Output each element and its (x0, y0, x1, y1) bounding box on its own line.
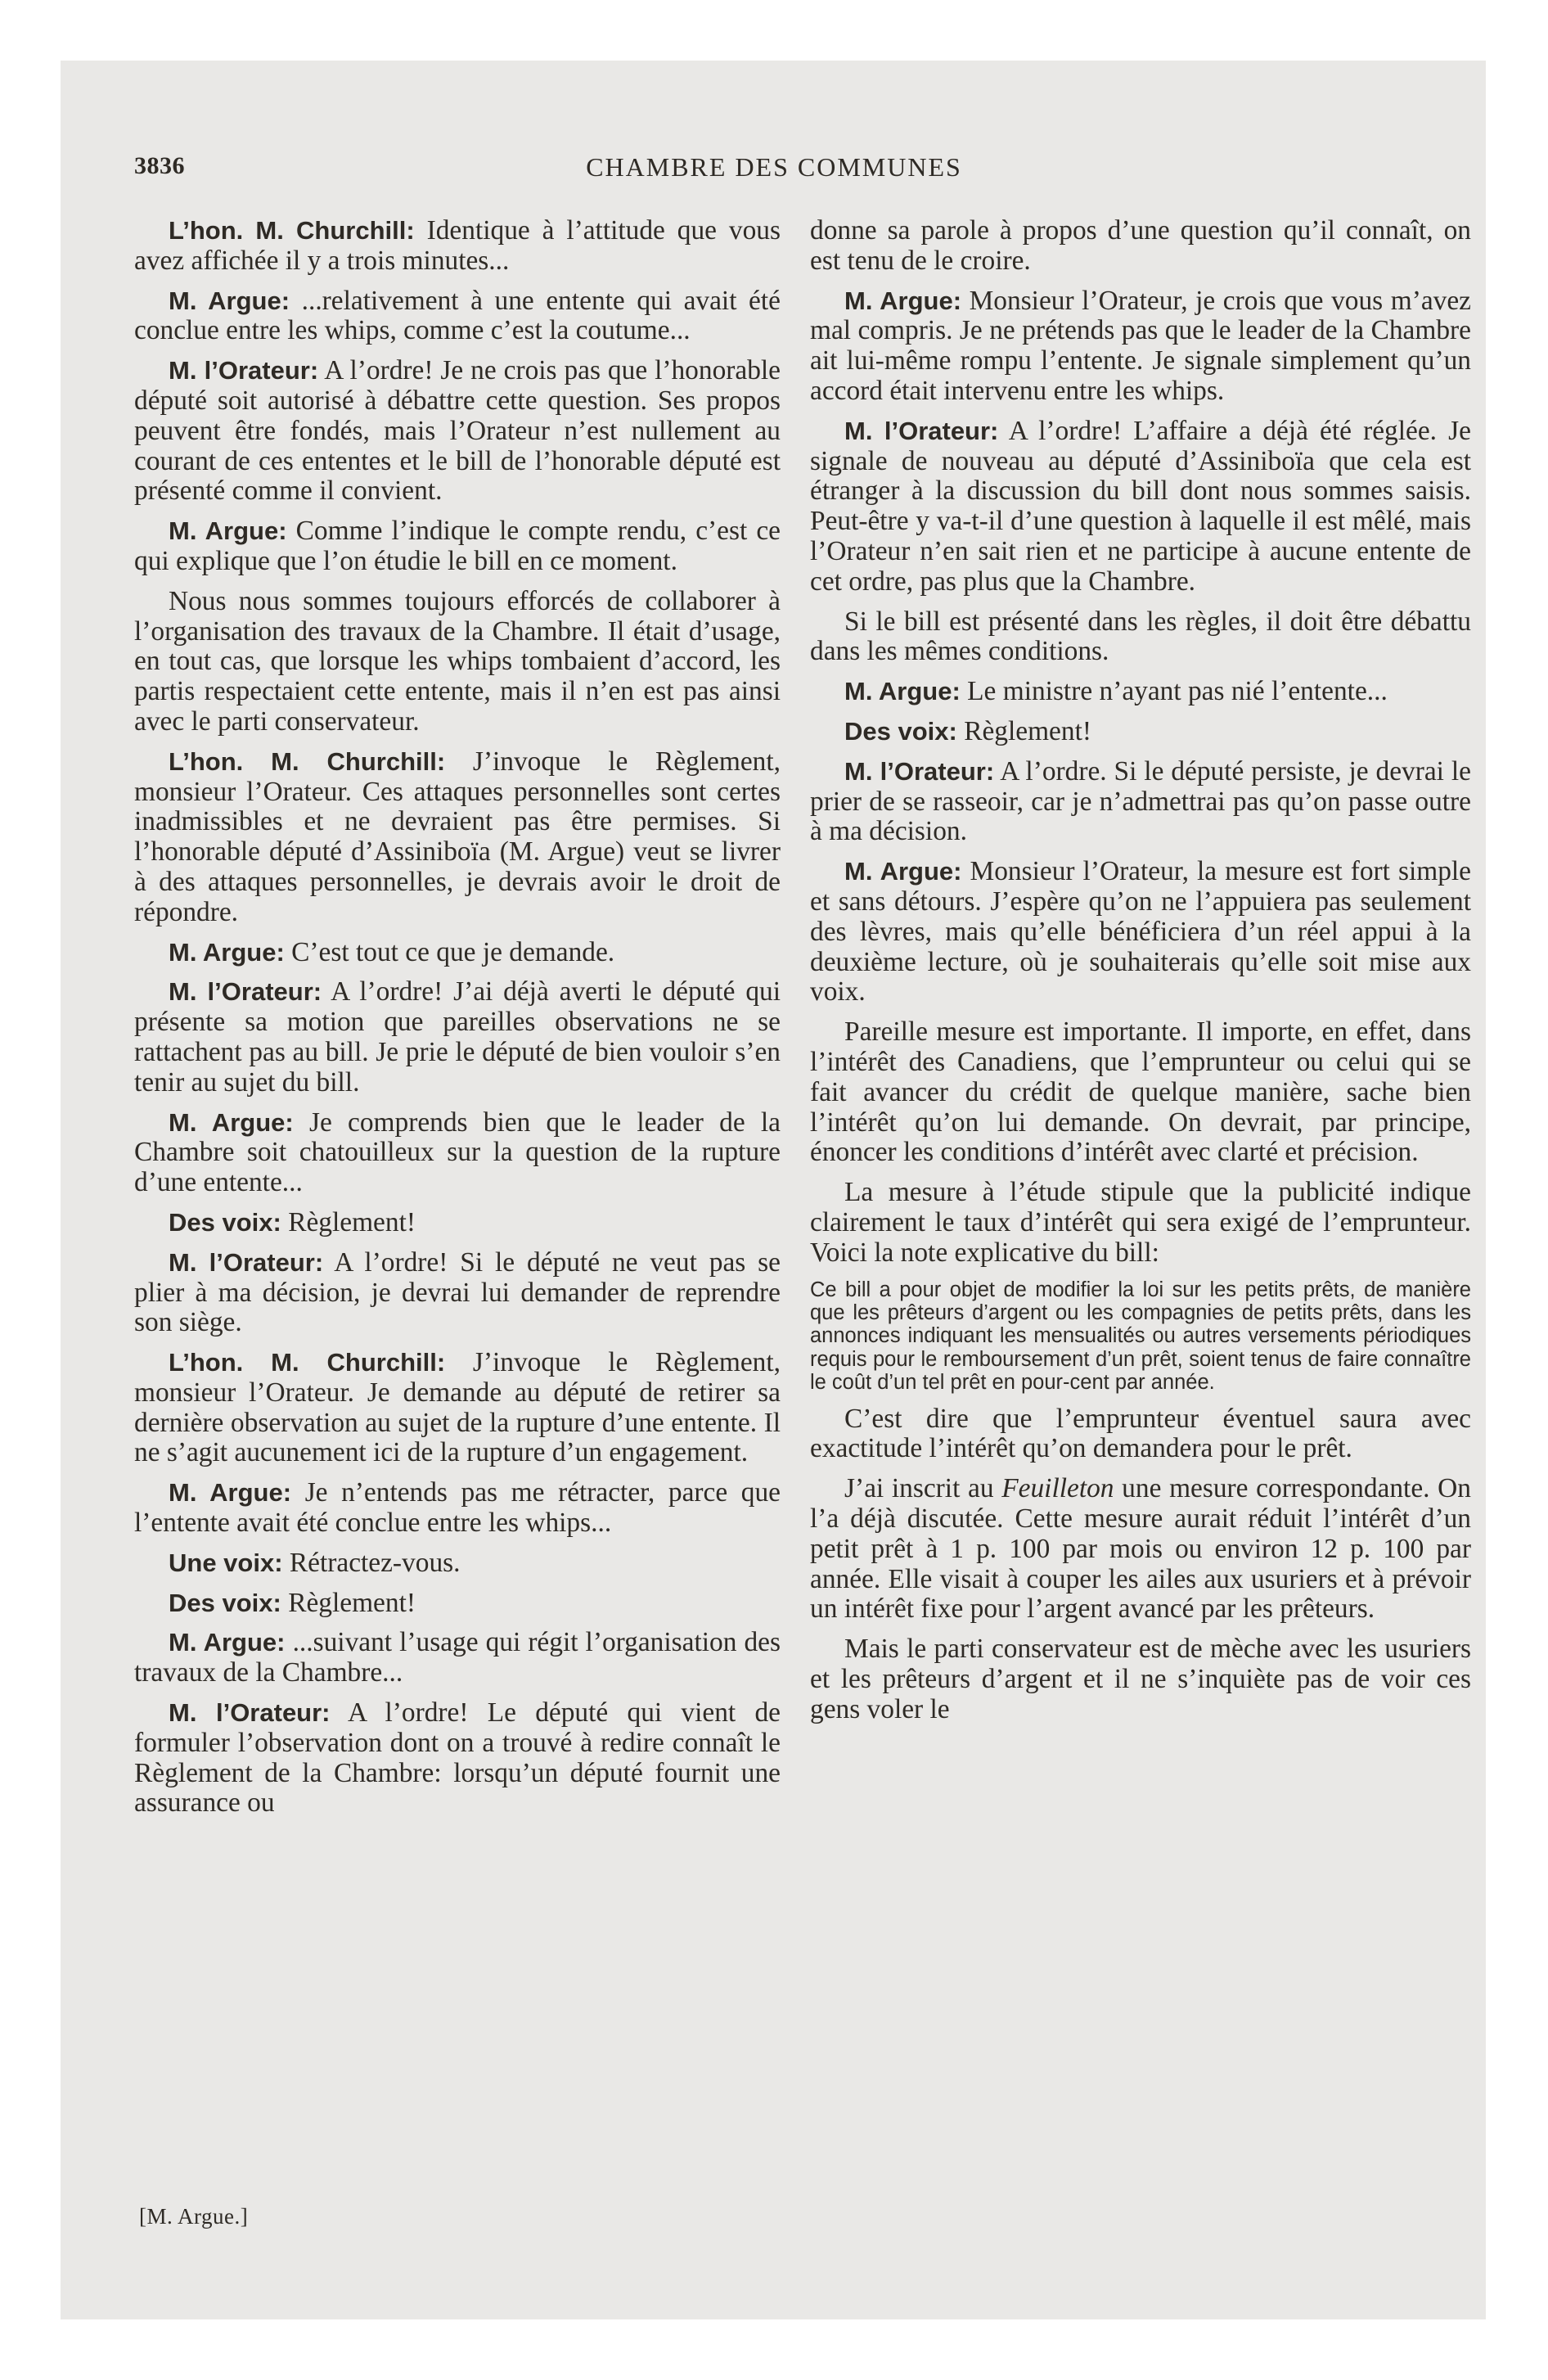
speech-text: Je comprends bien que le leader de la Chambre soit chatouilleux sur la question de la rupture d’une entente... (134, 1107, 781, 1198)
speech-text: Ce bill a pour objet de modifier la loi sur les petits prêts, de manière que les prêteurs d’argent ou les compagnies de petits prêts, dans les annonces indiquant les mensualités ou autres versements périodiques requis pour le remboursement d’un prêt, soient tenus de faire connaître le coût d’un tel prêt en pour-cent par année. (810, 1278, 1471, 1395)
speech-text: J’ai inscrit au (844, 1473, 994, 1504)
speech-text: Règlement! (964, 715, 1091, 746)
speech-text: Comme l’indique le compte rendu, c’est ce qui explique que l’on étudie le bill en ce moment. (134, 516, 781, 576)
speech-turn (134, 216, 781, 277)
speech-text: Mais le parti conservateur est de mèche avec les usuriers et les prêteurs d’argent et il ne s’inquiète pas de voir ces gens voler le (810, 1634, 1471, 1724)
speaker-name: M. Argue: (844, 857, 962, 886)
speech-text: Rétractez-vous. (289, 1547, 461, 1578)
speaker-name: M. l’Orateur: (169, 1247, 324, 1277)
speaker-name: Des voix: (844, 716, 957, 746)
speaker-name: L’hon. M. Churchill: (169, 216, 415, 245)
speech-turn (134, 516, 781, 577)
quoted-note (810, 1278, 1471, 1395)
speech-text: A l’ordre. Si le député persiste, je devrai le prier de se rasseoir, car je n’admettrai pas qu’on passe outre à ma décision. (810, 755, 1471, 847)
speaker-name: L’hon. M. Churchill: (169, 746, 446, 776)
speaker-name: M. l’Orateur: (844, 416, 999, 445)
speech-turn (134, 1348, 781, 1468)
speech-turn (134, 356, 781, 507)
speech-turn (134, 1698, 781, 1819)
speech-text: ...relativement à une entente qui avait été conclue entre les whips, comme c’est la coutume... (134, 285, 781, 346)
speaker-name: M. l’Orateur: (169, 356, 319, 385)
speaker-name: M. l’Orateur: (169, 1698, 331, 1728)
paragraph (810, 1404, 1471, 1465)
speech-text: C’est dire que l’emprunteur éventuel saura avec exactitude l’intérêt qu’on demandera pour le prêt. (810, 1403, 1471, 1464)
speech-text: Monsieur l’Orateur, je crois que vous m’avez mal compris. Je ne prétends pas que le leader de la Chambre ait lui-même rompu l’entente. Je signale simplement qu’un accord était intervenu entre les whips. (810, 285, 1471, 406)
speech-turn (810, 717, 1471, 747)
speaker-name: M. Argue: (169, 1107, 294, 1137)
paragraph (134, 587, 781, 737)
speech-text: Identique à l’attitude que vous avez affichée il y a trois minutes... (134, 215, 781, 276)
speech-text: C’est tout ce que je demande. (291, 936, 615, 967)
left-column (134, 216, 781, 1828)
speech-turn (134, 1108, 781, 1198)
speech-text: Si le bill est présenté dans les règles, il doit être débattu dans les mêmes conditions. (810, 606, 1471, 667)
speech-text: Monsieur l’Orateur, la mesure est fort simple et sans détours. J’espère qu’on ne l’appuiera pas seulement des lèvres, mais qu’elle bénéficiera d’un réel appui à la deuxième lecture, où je souhaiterais qu’elle soit mise aux voix. (810, 856, 1471, 1007)
paragraph (810, 607, 1471, 668)
speaker-name: M. Argue: (169, 516, 287, 546)
speech-text: une mesure correspondante. On l’a déjà discutée. Cette mesure aurait réduit l’intérêt d’un petit prêt à 1 p. 100 par mois ou environ 12 p. 100 par année. Elle visait à couper les ailes aux usuriers et à prévoir un intérêt fixe pour l’argent avancé par les prêteurs. (810, 1473, 1471, 1625)
speech-turn (810, 417, 1471, 597)
speaker-name: Des voix: (169, 1588, 281, 1617)
speaker-name: M. l’Orateur: (169, 977, 322, 1007)
speech-text: A l’ordre! Le député qui vient de formuler l’observation dont on a trouvé à redire connaît le Règlement de la Chambre: lorsqu’un député fournit une assurance ou (134, 1697, 781, 1819)
paragraph (810, 1634, 1471, 1724)
speaker-name: M. Argue: (169, 1628, 286, 1657)
speech-turn (810, 286, 1471, 407)
speaker-name: L’hon. M. Churchill: (169, 1348, 446, 1377)
speech-text: Le ministre n’ayant pas nié l’entente... (967, 676, 1388, 707)
paragraph (810, 216, 1471, 277)
speech-text: A l’ordre! L’affaire a déjà été réglée. Je signale de nouveau au député d’Assiniboïa que cela est étranger à la discussion du bill dont nous sommes saisis. Peut-être y va-t-il d’une question à laquelle il est mêlé, mais l’Orateur n’en sait rien et ne participe à aucune entente de cet ordre, pas plus que la Chambre. (810, 415, 1471, 597)
speech-turn (810, 857, 1471, 1007)
speaker-name: M. Argue: (169, 286, 290, 315)
speech-turn (134, 1248, 781, 1338)
paragraph (810, 1474, 1471, 1625)
speech-turn (134, 938, 781, 968)
speaker-name: M. l’Orateur: (844, 756, 995, 786)
speech-text: Règlement! (288, 1587, 416, 1618)
speech-turn (134, 286, 781, 347)
running-title: CHAMBRE DES COMMUNES (586, 152, 962, 182)
speaker-name: M. Argue: (844, 286, 962, 315)
speech-turn (134, 747, 781, 928)
speaker-name: M. Argue: (169, 937, 285, 967)
speech-turn (810, 757, 1471, 847)
speech-turn (810, 677, 1471, 707)
speech-text: A l’ordre! Si le député ne veut pas se plier à ma décision, je devrai lui demander de reprendre son siège. (134, 1246, 781, 1338)
speaker-name: Des voix: (169, 1207, 281, 1237)
speech-text: Nous nous sommes toujours efforcés de collaborer à l’organisation des travaux de la Chambre. Il était d’usage, en tout cas, que lorsque les whips tombaient d’accord, les partis respectaient cette entente, mais il n’en est pas ainsi avec le parti conservateur. (134, 585, 781, 737)
speech-turn (134, 1478, 781, 1539)
speaker-name: Une voix: (169, 1548, 283, 1577)
speech-text: A l’ordre! J’ai déjà averti le député qui présente sa motion que pareilles observations ne se rattachent pas au bill. Je prie le député de bien vouloir s’en tenir au sujet du bill. (134, 976, 781, 1098)
speech-text: A l’ordre! Je ne crois pas que l’honorable député soit autorisé à débattre cette question. Ses propos peuvent être fondés, mais l’Orateur n’est nullement au courant de ces ententes et le bill de l’honorable député est présenté comme il convient. (134, 355, 781, 507)
paragraph (810, 1178, 1471, 1268)
page-header (134, 152, 1414, 188)
page-number: 3836 (134, 152, 185, 179)
speaker-signature: [M. Argue.] (139, 2204, 249, 2229)
speech-text: La mesure à l’étude stipule que la publicité indique clairement le taux d’intérêt qui sera exigé de l’emprunteur. Voici la note explicative du bill: (810, 1177, 1471, 1268)
right-column (810, 216, 1471, 1735)
speech-text: Pareille mesure est importante. Il importe, en effet, dans l’intérêt des Canadiens, que l’emprunteur ou celui qui se fait avancer du crédit de quelque manière, sache bien l’intérêt qu’on lui demande. On devrait, par principe, énoncer les conditions d’intérêt avec clarté et précision. (810, 1016, 1471, 1168)
speaker-name: M. Argue: (844, 677, 961, 706)
speech-text: Je n’entends pas me rétracter, parce que l’entente avait été conclue entre les whips... (134, 1477, 781, 1539)
speaker-name: M. Argue: (169, 1478, 292, 1508)
speech-text: Règlement! (288, 1206, 416, 1237)
speech-text: donne sa parole à propos d’une question qu’il connaît, on est tenu de le croire. (810, 215, 1471, 276)
speech-turn (134, 1548, 781, 1579)
speech-text: J’invoque le Règlement, monsieur l’Orateur. Je demande au député de retirer sa dernière observation au sujet de la rupture d’une entente. Il ne s’agit aucunement ici de la rupture d’un engagement. (134, 1347, 781, 1468)
italic-term: Feuilleton (1001, 1473, 1114, 1504)
speech-turn (134, 1628, 781, 1688)
speech-text: ...suivant l’usage qui régit l’organisation des travaux de la Chambre... (134, 1627, 781, 1688)
speech-turn (134, 977, 781, 1098)
speech-turn (134, 1589, 781, 1619)
speech-text: J’invoque le Règlement, monsieur l’Orateur. Ces attaques personnelles sont certes inadmissibles et ne devraient pas être permises. Si l’honorable député d’Assiniboïa (M. Argue) veut se livrer à des attaques personnelles, je devrais avoir le droit de répondre. (134, 746, 781, 927)
speech-turn (134, 1208, 781, 1238)
paragraph (810, 1017, 1471, 1168)
